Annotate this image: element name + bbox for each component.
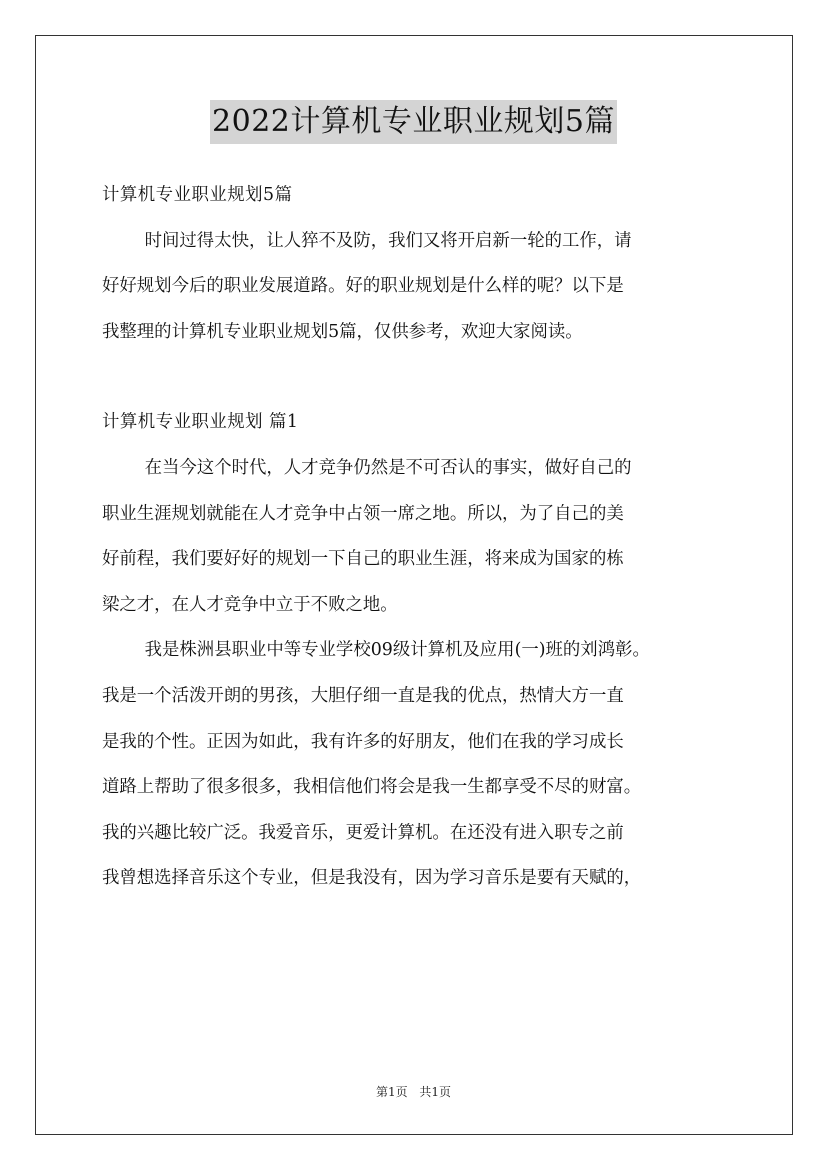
page-number-current: 第1页 [375, 1085, 408, 1099]
title-container [0, 100, 827, 144]
page-number-total: 共1页 [419, 1085, 452, 1099]
part-1-paragraph-2: 我是株洲县职业中等专业学校09级计算机及应用(一)班的刘鸿彰。 我是一个活泼开朗的男孩，大胆仔细一直是我的优点，热情大方一直 是我的个性。正因为如此，我有许多的好朋友，他们在我的学习成长 道路上帮助了很多很多，我相信他们将会是我一生都享受不尽的财富。 我的兴趣比较广泛。我爱音乐，更爱计算机。在还没有进入职专之前 我曾想选择音乐这个专业，但是我没有，因为学习音乐是要有天赋的， [102, 640, 650, 889]
document-body [102, 173, 730, 902]
section-heading-intro: 计算机专业职业规划5篇 [102, 185, 293, 205]
intro-paragraph: 时间过得太快，让人猝不及防，我们又将开启新一轮的工作，请 好好规划今后的职业发展道路。好的职业规划是什么样的呢？以下是 我整理的计算机专业职业规划5篇，仅供参考，欢迎大家阅读。 [102, 230, 632, 342]
page-footer [0, 1083, 827, 1101]
section-heading-part-1: 计算机专业职业规划 篇1 [102, 412, 299, 433]
document-title: 2022计算机专业职业规划5篇 [210, 100, 617, 144]
part-1-paragraph-1: 在当今这个时代，人才竞争仍然是不可否认的事实，做好自己的 职业生涯规划就能在人才竞争中占领一席之地。所以，为了自己的美 好前程，我们要好好的规划一下自己的职业生涯，将来成为国家的栋 梁之才，在人才竞争中立于不败之地。 [102, 457, 632, 615]
